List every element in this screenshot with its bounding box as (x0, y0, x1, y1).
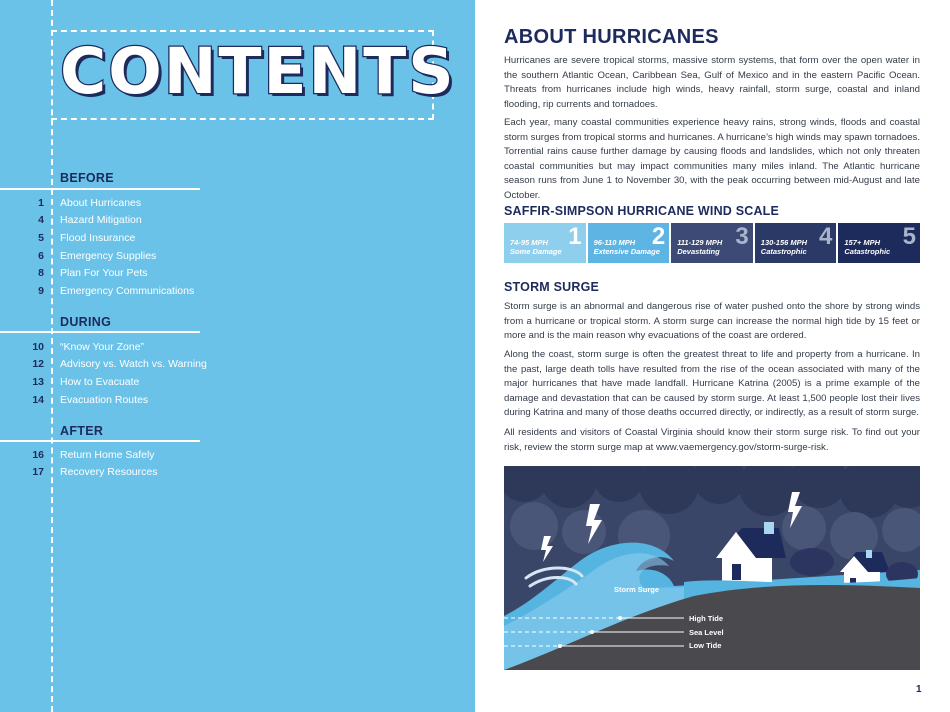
category-number: 2 (651, 223, 666, 250)
surge-paragraph-3: All residents and visitors of Coastal Virginia should know their storm surge risk. To find out your risk, review the storm surge map at www.vaemergency.gov/storm-surge-risk. (504, 427, 920, 453)
toc-label: Emergency Supplies (60, 249, 157, 262)
toc-label: Plan For Your Pets (60, 267, 148, 280)
toc-item[interactable] (0, 464, 260, 482)
category-desc: Catastrophic (760, 247, 807, 256)
toc-list-after (0, 446, 260, 481)
category-number: 4 (819, 223, 833, 250)
toc-page: 10 (32, 340, 44, 353)
toc-page: 6 (38, 249, 44, 262)
toc-page: 13 (32, 375, 44, 388)
toc-page: 4 (38, 214, 44, 227)
toc-item[interactable] (0, 356, 260, 374)
surge-heading: STORM SURGE (504, 280, 600, 294)
wind-scale (504, 223, 920, 263)
toc-label: About Hurricanes (60, 196, 142, 209)
toc-page: 12 (32, 358, 44, 371)
toc-page: 8 (38, 267, 44, 280)
toc-page: 5 (38, 231, 44, 244)
toc-item[interactable] (0, 264, 260, 282)
toc-label: How to Evacuate (60, 375, 140, 388)
page-number: 1 (916, 684, 922, 695)
toc-list-during (0, 338, 260, 408)
toc-item[interactable] (0, 229, 260, 247)
about-paragraph-2: Each year, many coastal communities experience heavy rains, strong winds, floods and coastal storm surges from tropical storms and hurricanes. A hurricane’s high winds may spawn tornadoes. Torrential rains cause further damage by causing floods and landslides, which not only threaten coastal communities but may impact communities many miles inland. The Atlantic hurricane season runs from June 1 to November 30, with the peak occurring between mid-August and late October. (504, 117, 920, 201)
toc-page: 9 (38, 284, 44, 297)
toc-item[interactable] (0, 446, 260, 464)
toc-item[interactable] (0, 194, 260, 212)
toc-label: Advisory vs. Watch vs. Warning (60, 358, 207, 371)
category-number: 5 (902, 223, 916, 250)
scale-heading: SAFFIR-SIMPSON HURRICANE WIND SCALE (504, 204, 780, 218)
category-5 (838, 223, 920, 263)
category-speed: 74-95 MPH (510, 238, 548, 247)
category-desc: Devastating (677, 247, 720, 256)
surge-label: Storm Surge (614, 585, 660, 594)
section-rule (0, 331, 200, 333)
surge-paragraph-2: Along the coast, storm surge is often the greatest threat to life and property from a hurricane. In the past, large death tolls have resulted from the rise of the ocean associated with many of the major hurricanes that have made landfall. Hurricane Katrina (2005) is a prime example of the damage and devastation that can be caused by storm surge. At least 1,500 people lost their lives during Katrina and many of those deaths occurred directly, or indirectly, as a result of storm surge. (504, 349, 920, 418)
high-tide-label: High Tide (689, 614, 724, 623)
sea-level-label: Sea Level (689, 628, 724, 637)
low-tide-label: Low Tide (689, 641, 722, 650)
toc-page: 1 (38, 196, 44, 209)
toc-item[interactable] (0, 247, 260, 265)
page-title: ABOUT HURRICANES (504, 26, 719, 48)
storm-surge-graphic (504, 466, 920, 670)
category-3 (671, 223, 753, 263)
toc-label: “Know Your Zone” (60, 340, 145, 353)
toc-label: Emergency Communications (60, 284, 195, 297)
toc-page: 17 (32, 466, 44, 479)
storm-surge-illustration (504, 466, 920, 670)
section-rule (0, 440, 200, 442)
surge-paragraph-1: Storm surge is an abnormal and dangerous rise of water pushed onto the shore by strong winds from a hurricane or tropical storm. A storm surge can increase the normal high tide by 15 feet or more and is the main reason why evacuations of the coast are ordered. (504, 301, 920, 341)
category-4 (755, 223, 837, 263)
category-desc: Catastrophic (844, 247, 891, 256)
toc-label: Return Home Safely (60, 448, 155, 461)
toc-label: Hazard Mitigation (60, 214, 142, 227)
contents-title: CONTENTS (60, 35, 456, 108)
toc-item[interactable] (0, 212, 260, 230)
toc-page: 16 (32, 448, 44, 461)
toc-item[interactable] (0, 373, 260, 391)
category-desc: Some Damage (510, 247, 562, 256)
section-heading-during: DURING (60, 315, 112, 329)
toc-list-before (0, 194, 260, 300)
toc-item[interactable] (0, 391, 260, 409)
section-heading-before: BEFORE (60, 171, 114, 185)
toc-item[interactable] (0, 282, 260, 300)
section-rule (0, 188, 200, 190)
toc-label: Evacuation Routes (60, 393, 149, 406)
category-desc: Extensive Damage (593, 247, 660, 256)
about-paragraph-1: Hurricanes are severe tropical storms, massive storm systems, that form over the open water in the southern Atlantic Ocean, Caribbean Sea, Gulf of Mexico and in the eastern Pacific Ocean. Threats from hurricanes include high winds, heavy rainfall, storm surge, coastal and inland flooding, rip currents and tornadoes. (504, 55, 920, 110)
toc-label: Flood Insurance (60, 231, 136, 244)
toc-label: Recovery Resources (60, 466, 158, 479)
section-heading-after: AFTER (60, 424, 104, 438)
category-speed: 130-156 MPH (760, 238, 808, 247)
toc-item[interactable] (0, 338, 260, 356)
category-speed: 157+ MPH (844, 238, 881, 247)
category-1 (504, 223, 586, 263)
category-speed: 111-129 MPH (677, 238, 723, 247)
toc-page: 14 (32, 393, 44, 406)
category-number: 3 (735, 223, 749, 250)
category-2 (588, 223, 670, 263)
category-number: 1 (568, 223, 582, 250)
category-speed: 96-110 MPH (593, 238, 636, 247)
